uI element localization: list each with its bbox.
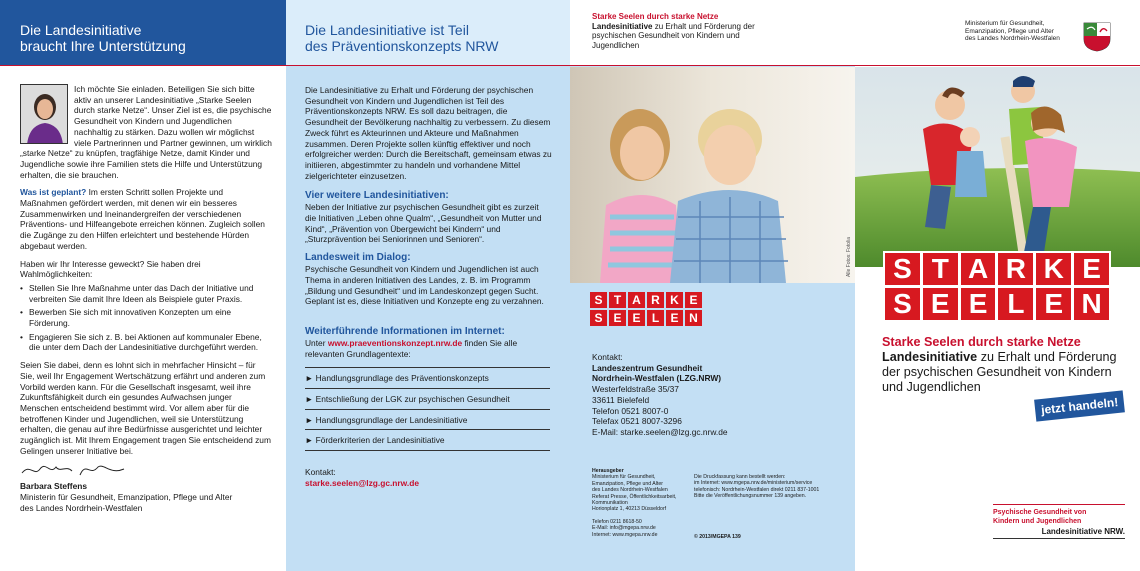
starke-seelen-logo: S T A R K E S E E L E N xyxy=(883,251,1111,322)
panel4-header: Ministerium für Gesundheit, Emanzipation, Pflege und Alter des Landes Nordrhein-Westfalen xyxy=(855,0,1140,66)
closing-text: Seien Sie dabei, denn es lohnt sich in mehrfacher Hinsicht – für Sie, weil Ihr Engagement Wertschätzung erfährt und anderen zum Vorbild werden kann. Für die Gesellschaft insgesamt, weil ihre Zukunftsfähigkeit durch ein gesundes Aufwachsen junger Menschen entscheidend bestimmt wird. Vor allem aber für die betroffenen Kinder und Jugendlichen, weil sie Unterstützung erhalten, die genau auf ihre Bedürfnisse ausgerichtet und leichter zugänglich ist. Mit Ihrem Engagement tragen Sie entscheidend zum Gelingen unserer Initiative bei. xyxy=(20,360,271,456)
minister-portrait xyxy=(20,84,68,144)
tug-of-war-photo xyxy=(855,67,1140,267)
panel2-body: Die Landesinitiative zu Erhalt und Förderung der psychischen Gesundheit von Kindern und Jugendlichen ist Teil des Präventionskonzepts NRW. Es soll dazu beitragen, die Gesundheit der Bevölkerung nachhaltig zu verbessern. Zu diesem Zweck führt es Akteurinnen und Akteure und Maßnahmen zusammen. Deren Projekte sollen künftig effektiver und noch erfolgreicher werden: Durch die Bereitschaft, gemeinsam etwas zu initiieren, abgestimmter zu handeln und vorhandene Mittel zielgerichteter einzusetzen. Vier weitere Landesinitiativen: Neben der Initiative zur psychischen Gesundheit gibt es zurzeit die Initiativen „Leben ohne Qualm“, „Gesundheit von Mutter und Kind“, „Prävention von Übergewicht bei Kindern“ und „Sturzprävention bei Seniorinnen und Senioren“. Landesweit im Dialog: Psychische Gesundheit von Kindern und Jugendlichen ist auch Thema in anderen Initiativen des Landes, z. B. im Programm „Bildung und Gesundheit“ und im Landeskonzept gegen Sucht. Geplant ist es, diese Initiativen und Konzepte eng zu verzahnen. Weiterführende Informationen im Internet: Unter www.praeventionskonzept.nrw.de finden Sie alle relevanten Grundlagentexte: ► Handlungsgrundlage des Präventionskonzepts ► Entschließung der LGK zur psychischen Gesundheit ► Handlungsgrundlage der Landesinitiative ► Förderkriterien der Landesinitiative Kontakt: starke.seelen@lzg.gc.nrw.de xyxy=(305,85,552,488)
link-foerderkriterien[interactable]: ► Förderkriterien der Landesinitiative xyxy=(305,430,550,451)
list-item: • Engagieren Sie sich z. B. bei Aktionen auf kommunaler Ebene, die unter dem Dach der Landesinitiative durchgeführt werden. xyxy=(20,332,272,353)
question-heading: Was ist geplant? xyxy=(20,187,87,198)
contact-email-link[interactable]: starke.seelen@lzg.gc.nrw.de xyxy=(305,477,419,488)
interest-text: Haben wir Ihr Interesse geweckt? Sie haben drei Wahlmöglichkeiten: xyxy=(20,258,201,280)
link-entschliessung-lgk[interactable]: ► Entschließung der LGK zur psychischen Gesundheit xyxy=(305,389,550,410)
list-item: • Bewerben Sie sich mit innovativen Konzepten um eine Förderung. xyxy=(20,307,272,328)
options-list xyxy=(20,283,272,353)
children-photo xyxy=(570,67,855,283)
cta-badge[interactable]: jetzt handeln! xyxy=(1034,390,1125,421)
panel-prevention xyxy=(286,0,570,571)
list-item: • Stellen Sie Ihre Maßnahme unter das Dach der Initiative und verbreiten Sie damit Ihre Ideen als Beispiele guter Praxis. xyxy=(20,283,272,304)
starke-seelen-logo-small: S T A R K E S E E L E N xyxy=(590,292,702,326)
panel3-header: Starke Seelen durch starke Netze Landesinitiative zu Erhalt und Förderung der psychischen Gesundheit von Kindern und Jugendlichen xyxy=(570,0,855,66)
panel-contact xyxy=(570,0,855,571)
intro-text: Ich möchte Sie einladen. Beteiligen Sie sich bitte aktiv an unserer Landesinitiative „Starke Seelen durch starke Netze“. Unser Ziel ist es, die psychische Gesundheit von Kindern und Jugendlichen nachhaltig zu stärken. Dazu wollen wir möglichst viele Partnerinnen und Partner gewinnen, um wirklich „starke Netze“ zu knüpfen, tragfähige Netze, damit Kinder und Jugendliche sowie ihre Familien stets die Hilfe und Unterstützung erhalten, die sie brauchen. xyxy=(20,84,272,180)
document-links xyxy=(305,367,550,451)
nrw-crest-icon xyxy=(1083,22,1111,52)
contact-block: Kontakt: Landeszentrum Gesundheit Nordrhein-Westfalen (LZG.NRW) Westerfeldstraße 35/37 33611 Bielefeld Telefon 0521 8007-0 Telefax 0521 8007-3296 E-Mail: starke.seelen@lzg.gc.nrw.de xyxy=(592,352,728,437)
imprint: Herausgeber Ministerium für Gesundheit, Emanzipation, Pflege und Alter des Landes Nordrhein-Westfalen Referat Presse, Öffentlichkeitsarbeit, Kommunikation Horionplatz 1, 40213 Düsseldorf Telefon 0211 8618-50 E-Mail: info@mgepa.nrw.de Internet: www.mgepa.nrw.de xyxy=(592,468,677,538)
link-handlungsgrundlage-praevention[interactable]: ► Handlungsgrundlage des Präventionskonzepts xyxy=(305,367,550,389)
prevention-link[interactable]: www.praeventionskonzept.nrw.de xyxy=(327,337,463,348)
order-info: Die Druckfassung kann bestellt werden: im Internet: www.mgepa.nrw.de/ministerium/service telefonisch: Nordrhein-Westfalen direkt 0211 837-1001 Bitte die Veröffentlichungsnummer 139 angeben. © 2013/MGEPA 139 xyxy=(694,474,820,540)
heading-dialog: Landesweit im Dialog: xyxy=(305,252,411,264)
panel2-header: Die Landesinitiative ist Teil des Präventionskonzepts NRW xyxy=(286,0,570,66)
panel-support xyxy=(0,0,286,571)
signature-image xyxy=(20,461,130,479)
link-handlungsgrundlage-initiative[interactable]: ► Handlungsgrundlage der Landesinitiative xyxy=(305,410,550,431)
cover-tagline: Starke Seelen durch starke Netze Landesinitiative zu Erhalt und Förderung der psychischen Gesundheit von Kindern und Jugendlichen xyxy=(882,335,1117,394)
heading-initiatives: Vier weitere Landesinitiativen: xyxy=(305,190,449,202)
signer-name: Barbara Steffens xyxy=(20,481,88,492)
heading-internet: Weiterführende Informationen im Internet: xyxy=(305,325,505,337)
panel1-header: Die Landesinitiative braucht Ihre Unterstützung xyxy=(0,0,286,66)
panel-cover xyxy=(855,0,1140,571)
photo-credit: Alle Fotos: Fotolia xyxy=(846,236,852,277)
footer-brand: Psychische Gesundheit von Kindern und Jugendlichen Landesinitiative NRW. xyxy=(993,504,1125,539)
contact-email[interactable]: E-Mail: starke.seelen@lzg.gc.nrw.de xyxy=(592,426,728,437)
panel1-body: Ich möchte Sie einladen. Beteiligen Sie sich bitte aktiv an unserer Landesinitiative „Starke Seelen durch starke Netze“. Unser Ziel ist es, die psychische Gesundheit von Kindern und Jugendlichen nachhaltig zu stärken. Dazu wollen wir möglichst viele Partnerinnen und Partner gewinnen, um wirklich „starke Netze“ zu knüpfen, tragfähige Netze, damit Kinder und Jugendliche sowie ihre Familien stets die Hilfe und Unterstützung erhalten, die sie brauchen. Was ist geplant? Im ersten Schritt sollen Projekte und Maßnahmen gefördert werden, mit denen wir ein besseres Zusammenwirken und Ineinandergreifen der verschiedenen Präventions- und Hilfeangebote erreichen können. Zugleich sollen die Zugänge zu den Hilfen erleichtert und bestehende Hürden abgebaut werden. Haben wir Ihr Interesse geweckt? Sie haben drei Wahlmöglichkeiten: • Stellen Sie Ihre Maßnahme unter das Dach der Initiative und verbreiten Sie damit Ihre Ideen als Beispiele guter Praxis. • Bewerben Sie sich mit innovativen Konzepten um eine Förderung. • Engagieren Sie sich z. B. bei Aktionen auf kommunaler Ebene, die unter dem Dach der Landesinitiative durchgeführt werden. Seien Sie dabei, denn es lohnt sich in mehrfacher Hinsicht – für Sie, weil Ihr Engagement Wertschätzung erfährt und anderen zum Vorbild werden kann. Für die Gesellschaft insgesamt, weil ihre Zukunftsfähigkeit durch ein gesundes Aufwachsen junger Menschen entscheidend bestimmt wird. Vor allem aber für die betroffenen Kinder und Jugendlichen, weil sie Unterstützung erhalten, die genau auf ihre Bedürfnisse ausgerichtet und leichter zugänglich ist. Mit Ihrem Engagement tragen Sie entscheidend zum Gelingen unserer Initiative bei. Barbara Steffens Ministerin für Gesundheit, Emanzipation, Pflege und Alter des Landes Nordrhein-Westfalen xyxy=(0,66,286,513)
